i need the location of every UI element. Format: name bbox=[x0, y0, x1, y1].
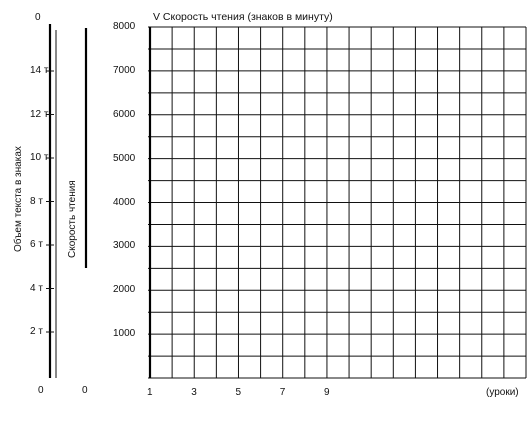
x-axis-label: (уроки) bbox=[486, 387, 519, 398]
left-scale-tick-label: 4 т bbox=[30, 282, 43, 294]
y-tick-label: 1000 bbox=[113, 328, 136, 340]
y-tick-label: 5000 bbox=[113, 152, 136, 164]
x-tick-label: 5 bbox=[235, 387, 242, 398]
x-tick-label: 7 bbox=[279, 387, 286, 398]
y-tick-label: 3000 bbox=[113, 240, 136, 252]
chart-title: V Скорость чтения (знаков в минуту) bbox=[153, 11, 333, 23]
y-tick-label: 7000 bbox=[113, 64, 136, 76]
x-tick-label: 1 bbox=[147, 387, 153, 398]
middle-scale-bottom-label: 0 bbox=[82, 385, 88, 396]
left-scale-bottom-label: 0 bbox=[38, 385, 44, 396]
left-scale-top-label: 0 bbox=[35, 12, 41, 23]
y-tick-label: 2000 bbox=[113, 284, 136, 296]
left-scale-tick-label: 8 т bbox=[30, 195, 43, 207]
y-tick-label: 8000 bbox=[113, 21, 136, 32]
y-tick-label: 4000 bbox=[113, 196, 136, 208]
left-scale-tick-label: 6 т bbox=[30, 239, 43, 250]
x-tick-label: 3 bbox=[191, 387, 197, 398]
left-scale-tick-label: 10 т bbox=[30, 152, 49, 163]
middle-scale-axis-title: Скорость чтения bbox=[67, 180, 78, 258]
left-scale-axis-title: Объем текста в знаках bbox=[13, 146, 24, 252]
left-scale-tick-label: 14 т bbox=[30, 65, 49, 76]
left-scale-tick-label: 12 т bbox=[30, 108, 49, 120]
left-scale-tick-label: 2 т bbox=[30, 326, 43, 337]
y-tick-label: 6000 bbox=[113, 108, 136, 120]
x-tick-label: 9 bbox=[323, 387, 330, 398]
